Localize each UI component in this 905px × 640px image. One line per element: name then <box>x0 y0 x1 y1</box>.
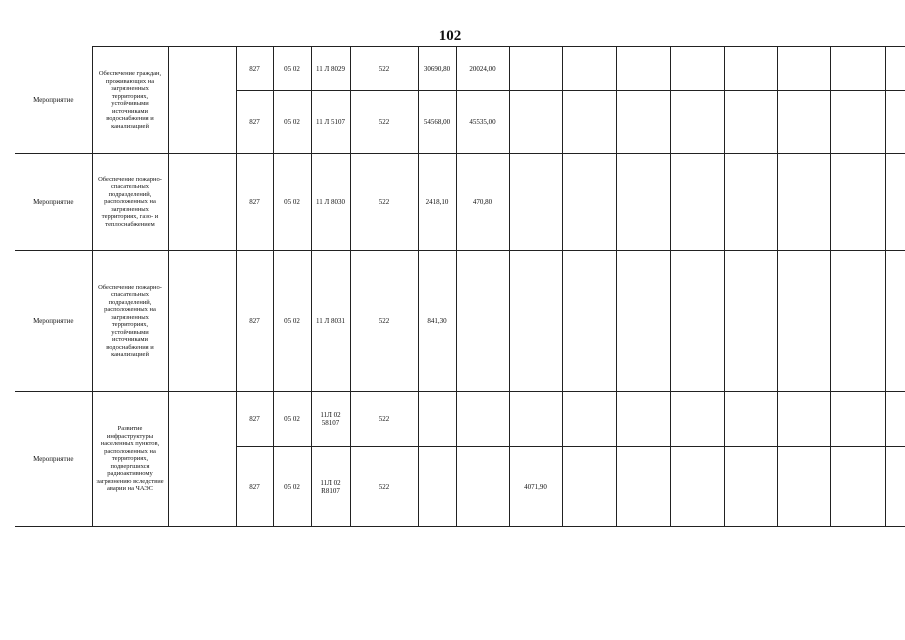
grbs-code: 827 <box>236 251 273 392</box>
csr-code: 11 Л 5107 <box>311 91 350 154</box>
value-3 <box>509 392 562 447</box>
page-number: 102 <box>438 28 462 44</box>
empty-cell <box>724 154 777 251</box>
empty-cell <box>777 47 830 91</box>
empty-cell <box>830 447 885 527</box>
value-3 <box>509 47 562 91</box>
csr-code: 11Л 02 58107 <box>311 392 350 447</box>
value-1 <box>418 447 456 527</box>
grbs-code: 827 <box>236 91 273 154</box>
vr-code: 522 <box>350 447 418 527</box>
value-2 <box>456 447 509 527</box>
empty-cell <box>562 91 616 154</box>
event-name: Обеспечение пожарно-спасательных подразделений, расположенных на загрязненных территориях, устойчивыми источниками водоснабжения и канализацией <box>92 251 168 392</box>
csr-code: 11 Л 8029 <box>311 47 350 91</box>
empty-cell <box>885 47 905 91</box>
value-2: 20024,00 <box>456 47 509 91</box>
empty-cell <box>670 447 724 527</box>
empty-cell <box>562 47 616 91</box>
vr-code: 522 <box>350 47 418 91</box>
rzpr-code: 05 02 <box>273 392 311 447</box>
empty-cell <box>168 392 236 527</box>
csr-code: 11 Л 8030 <box>311 154 350 251</box>
empty-cell <box>830 47 885 91</box>
value-2 <box>456 392 509 447</box>
grbs-code: 827 <box>236 447 273 527</box>
empty-cell <box>830 91 885 154</box>
rzpr-code: 05 02 <box>273 447 311 527</box>
empty-cell <box>724 447 777 527</box>
rzpr-code: 05 02 <box>273 251 311 392</box>
empty-cell <box>616 392 670 447</box>
empty-cell <box>616 251 670 392</box>
value-1: 30690,80 <box>418 47 456 91</box>
vr-code: 522 <box>350 251 418 392</box>
rzpr-code: 05 02 <box>273 47 311 91</box>
empty-cell <box>168 154 236 251</box>
empty-cell <box>670 154 724 251</box>
empty-cell <box>724 47 777 91</box>
value-1: 54568,00 <box>418 91 456 154</box>
value-3: 4071,90 <box>509 447 562 527</box>
value-1: 2418,10 <box>418 154 456 251</box>
empty-cell <box>830 392 885 447</box>
empty-cell <box>670 47 724 91</box>
table-row <box>15 251 905 392</box>
empty-cell <box>724 251 777 392</box>
value-2 <box>456 251 509 392</box>
csr-code: 11 Л 8031 <box>311 251 350 392</box>
empty-cell <box>562 154 616 251</box>
empty-cell <box>885 251 905 392</box>
empty-cell <box>616 447 670 527</box>
empty-cell <box>562 392 616 447</box>
event-type: Мероприятие <box>15 47 92 154</box>
empty-cell <box>885 91 905 154</box>
value-3 <box>509 251 562 392</box>
event-type: Мероприятие <box>15 392 92 527</box>
table-row <box>15 47 905 91</box>
vr-code: 522 <box>350 91 418 154</box>
event-name: Обеспечение пожарно-спасательных подразделений, расположенных на загрязненных территориях, газо- и теплоснабжением <box>92 154 168 251</box>
value-1 <box>418 392 456 447</box>
rzpr-code: 05 02 <box>273 154 311 251</box>
empty-cell <box>777 154 830 251</box>
empty-cell <box>830 251 885 392</box>
grbs-code: 827 <box>236 47 273 91</box>
budget-table <box>15 46 905 527</box>
empty-cell <box>885 447 905 527</box>
empty-cell <box>616 47 670 91</box>
empty-cell <box>670 91 724 154</box>
empty-cell <box>670 392 724 447</box>
table-row <box>15 392 905 447</box>
empty-cell <box>670 251 724 392</box>
empty-cell <box>168 251 236 392</box>
vr-code: 522 <box>350 392 418 447</box>
empty-cell <box>724 392 777 447</box>
csr-code: 11Л 02 R8107 <box>311 447 350 527</box>
value-3 <box>509 154 562 251</box>
empty-cell <box>724 91 777 154</box>
empty-cell <box>777 392 830 447</box>
event-name: Обеспечение граждан, проживающих на загрязненных территориях, устойчивыми источниками водоснабжения и канализацией <box>92 47 168 154</box>
empty-cell <box>777 251 830 392</box>
empty-cell <box>885 392 905 447</box>
value-2: 45535,00 <box>456 91 509 154</box>
empty-cell <box>562 251 616 392</box>
value-1: 841,30 <box>418 251 456 392</box>
event-type: Мероприятие <box>15 251 92 392</box>
grbs-code: 827 <box>236 392 273 447</box>
empty-cell <box>616 154 670 251</box>
rzpr-code: 05 02 <box>273 91 311 154</box>
empty-cell <box>168 47 236 154</box>
event-type: Мероприятие <box>15 154 92 251</box>
empty-cell <box>885 154 905 251</box>
grbs-code: 827 <box>236 154 273 251</box>
empty-cell <box>777 91 830 154</box>
event-name: Развитие инфраструктуры населенных пунктов, расположенных на территориях, подвергшихся радиоактивному загрязнению вследствие аварии на ЧАЭС <box>92 392 168 527</box>
empty-cell <box>830 154 885 251</box>
empty-cell <box>562 447 616 527</box>
empty-cell <box>616 91 670 154</box>
table-row <box>15 154 905 251</box>
value-2: 470,80 <box>456 154 509 251</box>
empty-cell <box>777 447 830 527</box>
value-3 <box>509 91 562 154</box>
vr-code: 522 <box>350 154 418 251</box>
